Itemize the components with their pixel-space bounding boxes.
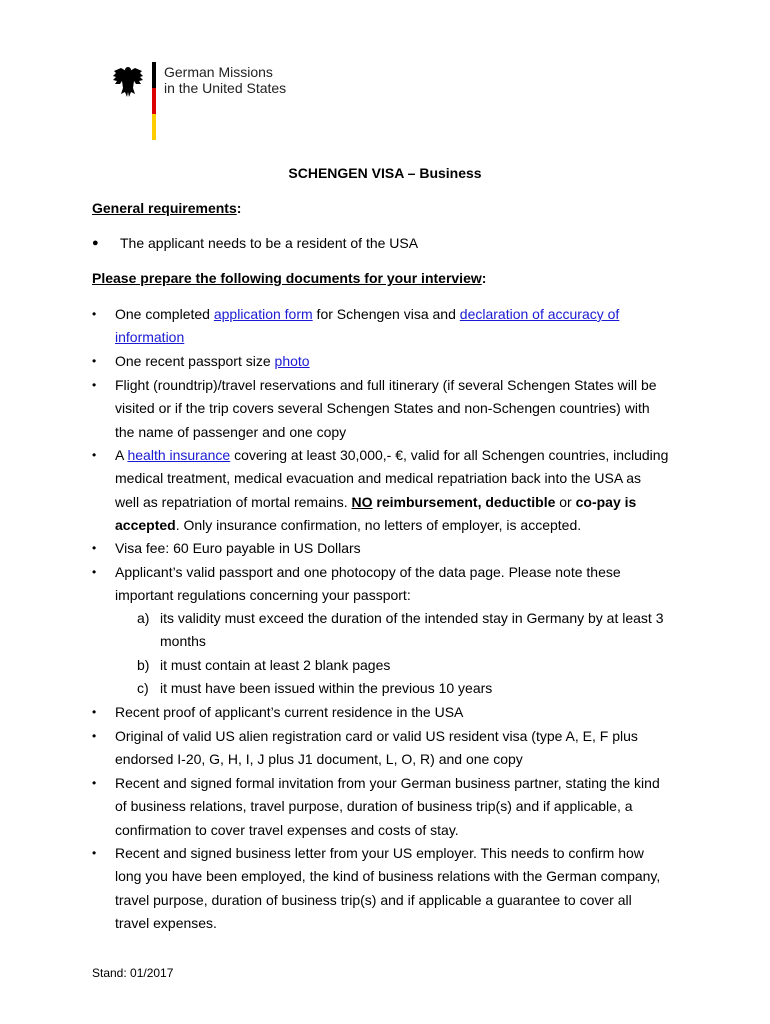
bullet-icon: • bbox=[92, 378, 97, 392]
list-item: One recent passport size photo bbox=[115, 353, 310, 369]
declaration-link-continued[interactable]: information bbox=[115, 329, 185, 346]
flag-black bbox=[152, 62, 156, 88]
sub-item: it must contain at least 2 blank pages bbox=[160, 657, 391, 673]
flag-gold bbox=[152, 114, 156, 140]
documents-heading: Please prepare the following documents for your interview: bbox=[92, 270, 487, 286]
org-name bbox=[164, 64, 286, 96]
bullet-icon: ● bbox=[92, 237, 99, 249]
bullet-icon: • bbox=[92, 354, 97, 368]
list-item: Recent proof of applicant’s current residence in the USA bbox=[115, 704, 464, 720]
general-requirement-item: The applicant needs to be a resident of the USA bbox=[120, 235, 419, 251]
bullet-icon: • bbox=[92, 565, 97, 579]
photo-link[interactable]: photo bbox=[274, 353, 310, 369]
bullet-icon: • bbox=[92, 846, 97, 860]
list-item: Recent and signed formal invitation from your German business partner, stating the kind of business relations, travel purpose, duration of business trip(s) and if applicable, a confirmation to cover travel expenses and costs of stay. bbox=[115, 775, 660, 838]
declaration-link[interactable]: declaration of accuracy of bbox=[459, 306, 620, 322]
org-line-1: German Missions bbox=[164, 64, 273, 80]
flag-red bbox=[152, 88, 156, 114]
list-item: Visa fee: 60 Euro payable in US Dollars bbox=[115, 540, 361, 556]
sub-marker: c) bbox=[137, 680, 149, 696]
page-title: SCHENGEN VISA – Business bbox=[288, 165, 482, 181]
federal-eagle-icon bbox=[110, 64, 146, 100]
sub-item: its validity must exceed the duration of the intended stay in Germany by at least 3 months bbox=[160, 610, 664, 650]
document-version-stamp: Stand: 01/2017 bbox=[92, 966, 174, 980]
list-item: Flight (roundtrip)/travel reservations and full itinerary (if several Schengen States will be visited or if the trip covers several Schengen States and non-Schengen countries) with the name of passenger and one copy bbox=[115, 377, 657, 440]
list-item: Recent and signed business letter from your US employer. This needs to confirm how long you have been employed, the kind of business relations with the German company, travel purpose, duration of business trip(s) and if applicable a guarantee to cover all travel expenses. bbox=[115, 845, 661, 931]
bullet-icon: • bbox=[92, 448, 97, 462]
bullet-icon: • bbox=[92, 729, 97, 743]
sub-marker: a) bbox=[137, 610, 150, 626]
application-form-link[interactable]: application form bbox=[213, 306, 313, 322]
bullet-icon: • bbox=[92, 307, 97, 321]
flag-stripe bbox=[152, 62, 156, 140]
sub-marker: b) bbox=[137, 657, 150, 673]
list-item: One completed application form for Schengen visa and declaration of accuracy of information bbox=[115, 306, 620, 346]
bullet-icon: • bbox=[92, 776, 97, 790]
general-requirements-heading: General requirements: bbox=[92, 200, 242, 216]
list-item: A health insurance covering at least 30,000,- €, valid for all Schengen countries, including medical treatment, medical evacuation and medical repatriation back into the USA as well as repatriation of mortal remains. NO reimbursement, deductible or co-pay is accepted. Only insurance confirmation, no letters of employer, is accepted. bbox=[115, 447, 669, 533]
list-item: Applicant’s valid passport and one photocopy of the data page. Please note these important regulations concerning your passport: bbox=[115, 564, 621, 604]
bullet-icon: • bbox=[92, 705, 97, 719]
org-line-2: in the United States bbox=[164, 80, 287, 96]
sub-item: it must have been issued within the previous 10 years bbox=[160, 680, 493, 696]
list-item: Original of valid US alien registration card or valid US resident visa (type A, E, F plus endorsed I-20, G, H, I, J plus J1 document, L, O, R) and one copy bbox=[115, 728, 638, 768]
health-insurance-link[interactable]: health insurance bbox=[127, 447, 231, 463]
bullet-icon: • bbox=[92, 541, 97, 555]
